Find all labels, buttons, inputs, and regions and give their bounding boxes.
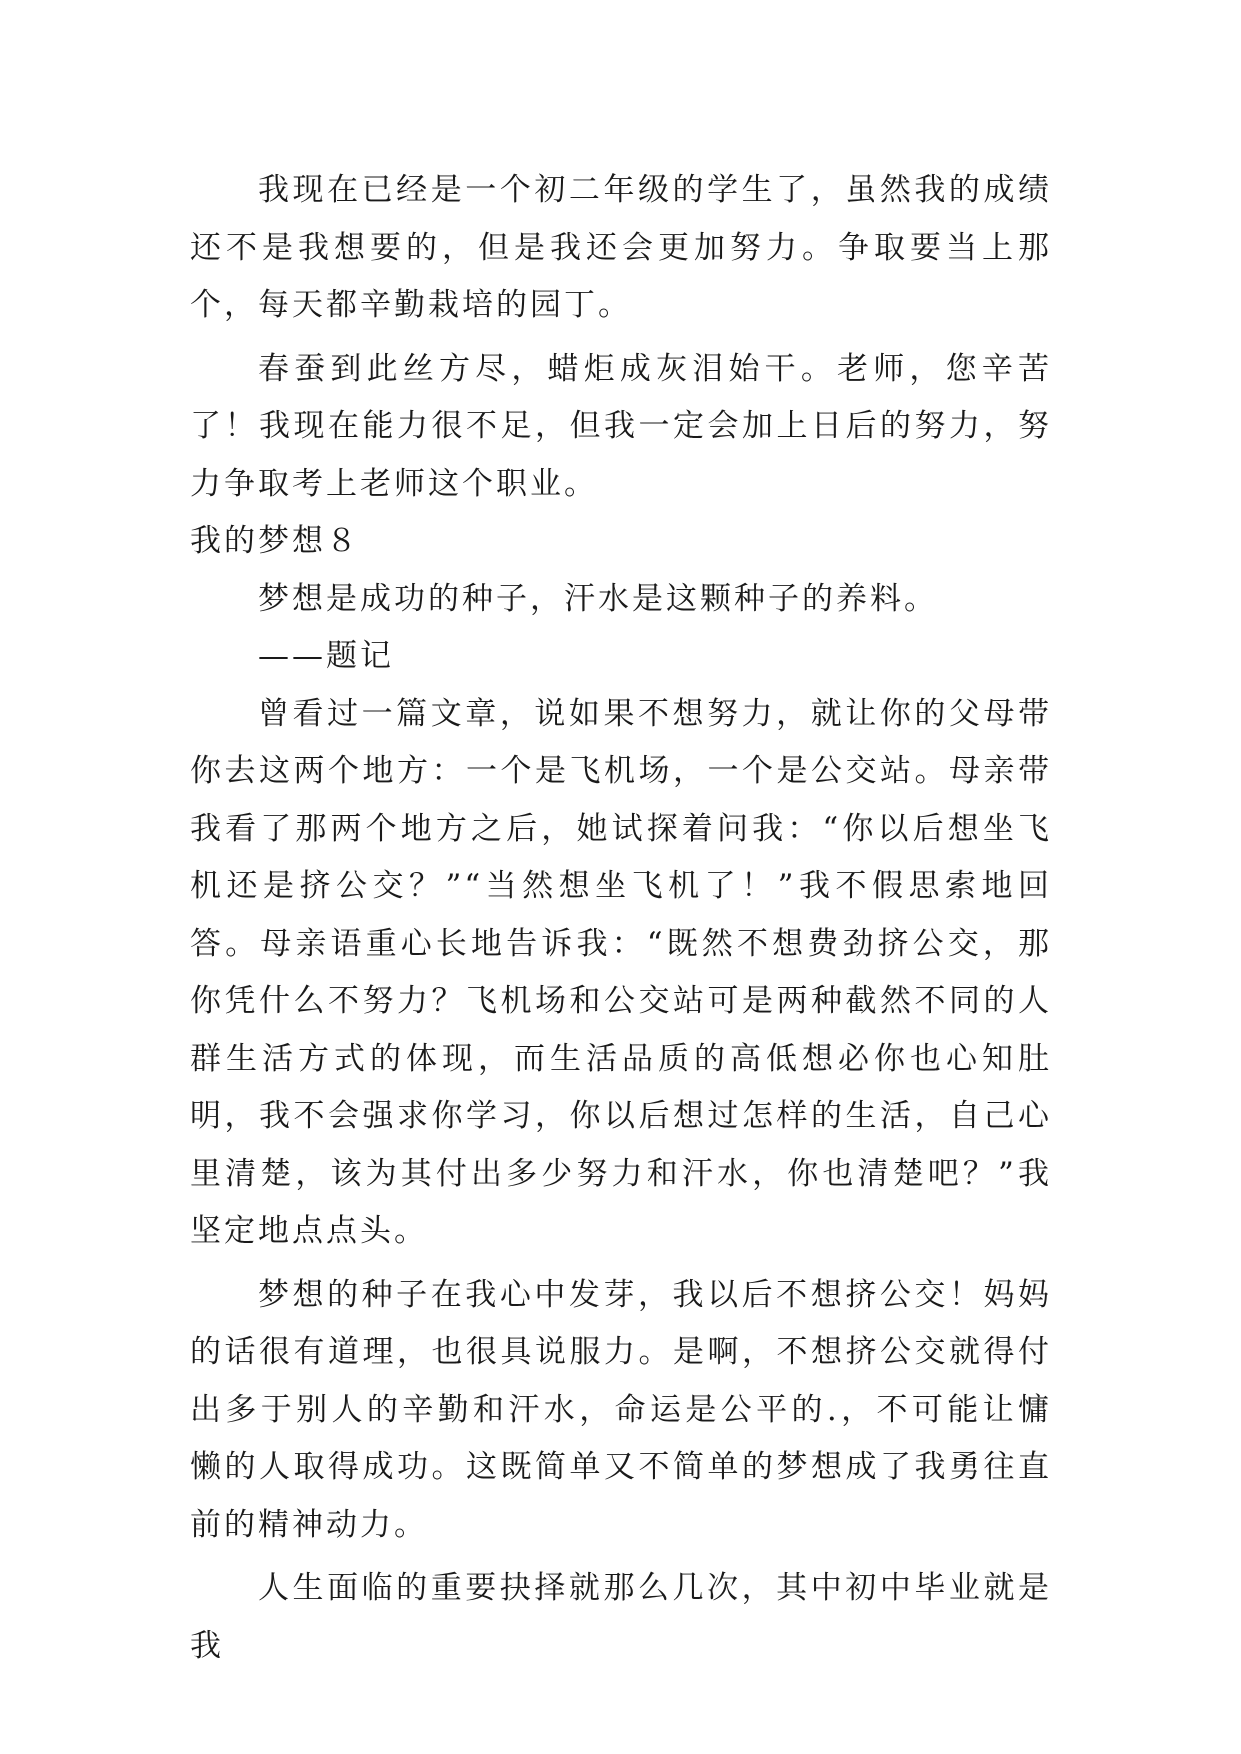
paragraph-2: 春蚕到此丝方尽，蜡炬成灰泪始干。老师，您辛苦了！我现在能力很不足，但我一定会加上日后的努力，努力争取考上老师这个职业。: [190, 350, 1052, 502]
section-title: 我的梦想８: [190, 523, 360, 559]
epigraph-attribution: ——题记: [258, 638, 394, 674]
body-paragraph-2: 梦想的种子在我心中发芽，我以后不想挤公交！妈妈的话很有道理，也很具说服力。是啊，不想挤公交就得付出多于别人的辛勤和汗水，命运是公平的.，不可能让慵懒的人取得成功。这既简单又不简单的梦想成了我勇往直前的精神动力。: [190, 1276, 1052, 1543]
document-page: [190, 162, 1052, 1675]
body-paragraph-1: 曾看过一篇文章，说如果不想努力，就让你的父母带你去这两个地方：一个是飞机场，一个是公交站。母亲带我看了那两个地方之后，她试探着问我：“你以后想坐飞机还是挤公交？”“当然想坐飞机了！”我不假思索地回答。母亲语重心长地告诉我：“既然不想费劲挤公交，那你凭什么不努力？飞机场和公交站可是两种截然不同的人群生活方式的体现，而生活品质的高低想必你也心知肚明，我不会强求你学习，你以后想过怎样的生活，自己心里清楚，该为其付出多少努力和汗水，你也清楚吧？”我坚定地点点头。: [190, 695, 1052, 1249]
paragraph-1: 我现在已经是一个初二年级的学生了，虽然我的成绩还不是我想要的，但是我还会更加努力。争取要当上那个，每天都辛勤栽培的园丁。: [190, 172, 1052, 323]
epigraph: 梦想是成功的种子，汗水是这颗种子的养料。: [258, 580, 938, 617]
body-paragraph-3: 人生面临的重要抉择就那么几次，其中初中毕业就是我: [190, 1570, 1052, 1664]
